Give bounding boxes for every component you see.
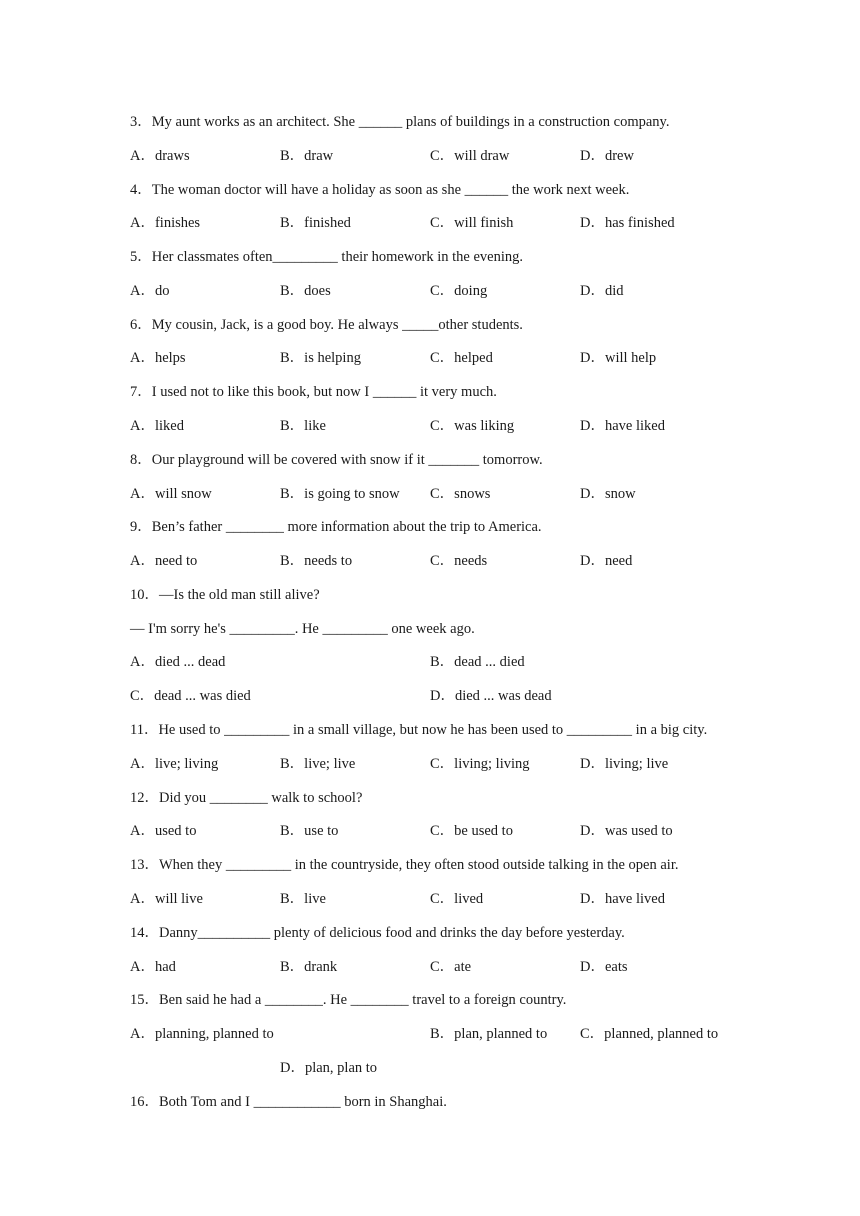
question-11-stem: 11．He used to _________ in a small village, but now he has been used to _________ in a big city. [130, 722, 708, 738]
q6-option-a: A．helps [130, 350, 186, 366]
question-6-stem: 6．My cousin, Jack, is a good boy. He always _____other students. [130, 317, 523, 333]
q8-option-d: D．snow [580, 486, 636, 502]
q15-option-d: D．plan, plan to [280, 1060, 378, 1076]
q6-option-c: C．helped [430, 350, 493, 366]
q15-option-b: B．plan, planned to [430, 1026, 548, 1042]
q12-option-b: B．use to [280, 823, 339, 839]
q14-option-b: B．drank [280, 959, 338, 975]
question-3-stem: 3．My aunt works as an architect. She ______ plans of buildings in a construction company. [130, 114, 670, 130]
q6-option-b: B．is helping [280, 350, 361, 366]
q3-option-a: A．draws [130, 148, 190, 164]
q9-option-c: C．needs [430, 553, 488, 569]
question-10-stem: 10．—Is the old man still alive? [130, 587, 320, 603]
q9-option-a: A．need to [130, 553, 198, 569]
q11-option-a: A．live; living [130, 756, 219, 772]
q11-option-d: D．living; live [580, 756, 669, 772]
q8-option-a: A．will snow [130, 486, 212, 502]
q13-option-d: D．have lived [580, 891, 665, 907]
question-12-stem: 12．Did you ________ walk to school? [130, 790, 363, 806]
q13-option-b: B．live [280, 891, 326, 907]
q3-option-d: D．drew [580, 148, 634, 164]
q6-option-d: D．will help [580, 350, 657, 366]
q9-option-d: D．need [580, 553, 633, 569]
question-4-stem: 4．The woman doctor will have a holiday as soon as she ______ the work next week. [130, 182, 630, 198]
question-10-stem-reply: — I'm sorry he's _________. He _________ one week ago. [130, 621, 475, 637]
q7-option-b: B．like [280, 418, 326, 434]
question-16-stem: 16．Both Tom and I ____________ born in Shanghai. [130, 1094, 447, 1110]
question-7-stem: 7．I used not to like this book, but now I ______ it very much. [130, 384, 497, 400]
q14-option-d: D．eats [580, 959, 628, 975]
question-15-stem: 15．Ben said he had a ________. He ________ travel to a foreign country. [130, 992, 567, 1008]
q4-option-a: A．finishes [130, 215, 201, 231]
q11-option-b: B．live; live [280, 756, 356, 772]
q9-option-b: B．needs to [280, 553, 353, 569]
q3-option-c: C．will draw [430, 148, 510, 164]
q5-option-c: C．doing [430, 283, 488, 299]
q13-option-c: C．lived [430, 891, 484, 907]
q7-option-c: C．was liking [430, 418, 515, 434]
q8-option-b: B．is going to snow [280, 486, 400, 502]
question-13-stem: 13．When they _________ in the countryside, they often stood outside talking in the open air. [130, 857, 679, 873]
q14-option-c: C．ate [430, 959, 472, 975]
q8-option-c: C．snows [430, 486, 491, 502]
q15-option-a: A．planning, planned to [130, 1026, 274, 1042]
question-8-stem: 8．Our playground will be covered with snow if it _______ tomorrow. [130, 452, 543, 468]
q4-option-d: D．has finished [580, 215, 675, 231]
q10-option-d: D．died ... was dead [430, 688, 552, 704]
q5-option-a: A．do [130, 283, 170, 299]
q7-option-a: A．liked [130, 418, 184, 434]
q4-option-b: B．finished [280, 215, 351, 231]
q10-option-b: B．dead ... died [430, 654, 525, 670]
q12-option-a: A．used to [130, 823, 197, 839]
q12-option-c: C．be used to [430, 823, 513, 839]
q13-option-a: A．will live [130, 891, 203, 907]
q7-option-d: D．have liked [580, 418, 665, 434]
q14-option-a: A．had [130, 959, 176, 975]
q10-option-c: C．dead ... was died [130, 688, 251, 704]
q15-option-c: C．planned, planned to [580, 1026, 719, 1042]
q3-option-b: B．draw [280, 148, 334, 164]
q11-option-c: C．living; living [430, 756, 530, 772]
q5-option-b: B．does [280, 283, 331, 299]
q12-option-d: D．was used to [580, 823, 673, 839]
q4-option-c: C．will finish [430, 215, 514, 231]
question-14-stem: 14．Danny__________ plenty of delicious food and drinks the day before yesterday. [130, 925, 625, 941]
q5-option-d: D．did [580, 283, 624, 299]
question-9-stem: 9．Ben’s father ________ more information about the trip to America. [130, 519, 542, 535]
question-5-stem: 5．Her classmates often_________ their homework in the evening. [130, 249, 524, 265]
q10-option-a: A．died ... dead [130, 654, 226, 670]
